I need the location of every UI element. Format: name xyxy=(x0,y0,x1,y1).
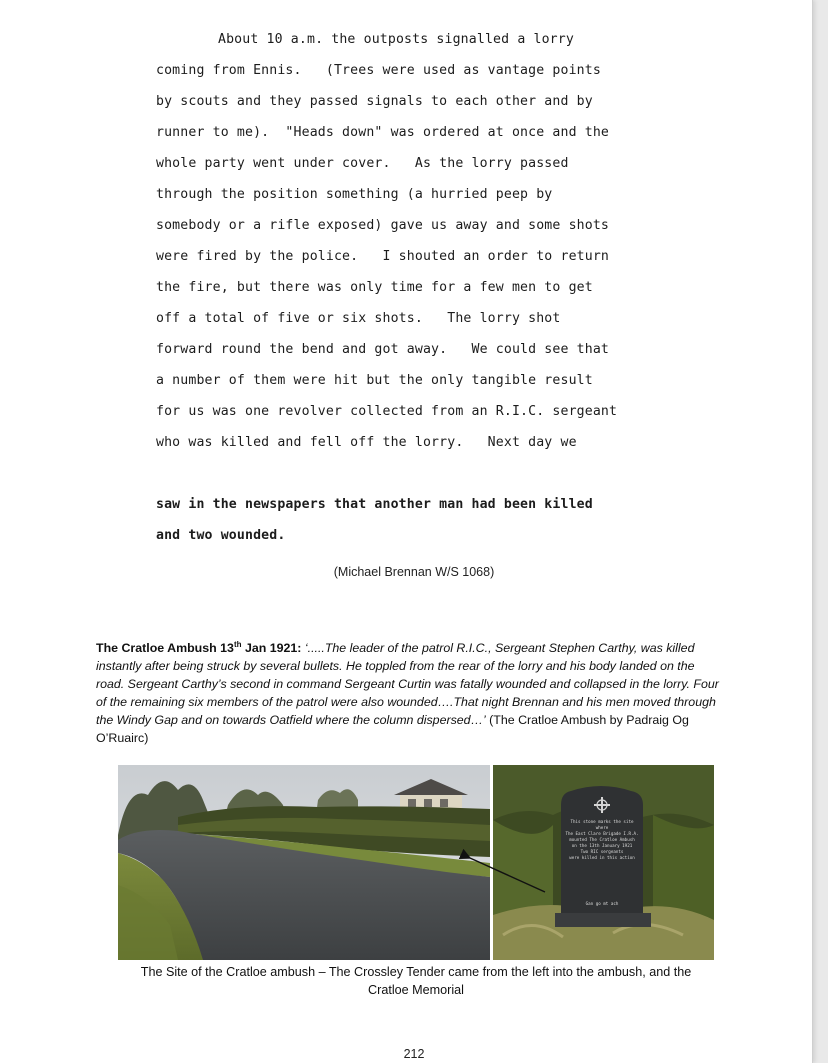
typed-line: somebody or a rifle exposed) gave us away and some shots xyxy=(156,218,610,233)
ambush-heading: The Cratloe Ambush 13th Jan 1921: xyxy=(96,640,302,656)
memorial-line: Two RIC sergeants xyxy=(580,849,624,854)
quote-source: (The Cratloe Ambush by Padraig Og O’Ruairc) xyxy=(96,713,689,746)
memorial-line: where xyxy=(595,825,609,830)
cratloe-memorial-photo xyxy=(493,765,714,960)
figure-caption xyxy=(96,963,736,999)
caption-line: Cratloe Memorial xyxy=(368,983,464,997)
memorial-line: mounted The Cratloe Ambush xyxy=(569,837,635,842)
typed-line: who was killed and fell off the lorry. Next day we xyxy=(156,435,577,450)
memorial-line: This stone marks the site xyxy=(570,819,634,824)
typed-line: forward round the bend and got away. We could see that xyxy=(156,342,610,357)
typed-line: saw in the newspapers that another man had been killed xyxy=(156,497,593,512)
typed-line: through the position something (a hurried peep by xyxy=(156,187,553,202)
ambush-site-photo xyxy=(118,765,490,960)
page-number: 212 xyxy=(403,1047,425,1061)
typed-line: coming from Ennis. (Trees were used as vantage points xyxy=(156,63,601,78)
ambush-paragraph xyxy=(96,636,726,747)
ambush-quote: ‘.....The leader of the patrol R.I.C., Sergeant Stephen Carthy, was killed instantly after being struck by several bullets. He toppled from the rear of the lorry and his body landed on the road. Sergeant Carthy’s second in command Sergeant Curtin was fatally wounded and collapsed in the lorry. Four of the remaining six members of the patrol were also wounded….That night Brennan and his men moved through the Windy Gap and on towards Oatfield where the column dispersed…’ xyxy=(96,641,719,728)
statement-attribution: (Michael Brennan W/S 1068) xyxy=(333,565,495,579)
memorial-line: were killed in this action xyxy=(569,855,635,860)
typed-line: a number of them were hit but the only tangible result xyxy=(156,373,593,388)
typed-line: for us was one revolver collected from an R.I.C. sergeant xyxy=(156,404,618,419)
typed-witness-statement xyxy=(156,28,716,555)
typed-line: were fired by the police. I shouted an order to return xyxy=(156,249,610,264)
typed-line: runner to me). "Heads down" was ordered at once and the xyxy=(156,125,610,140)
typed-line: off a total of five or six shots. The lorry shot xyxy=(156,311,561,326)
typed-line: and two wounded. xyxy=(156,528,286,543)
typed-line: whole party went under cover. As the lorry passed xyxy=(156,156,569,171)
memorial-line: on the 13th January 1921 xyxy=(571,843,633,848)
memorial-line: Gan go mt ach xyxy=(585,901,619,906)
caption-line: The Site of the Cratloe ambush – The Crossley Tender came from the left into the ambush, and the xyxy=(140,965,692,979)
memorial-line: The East Clare Brigade I.R.A. xyxy=(565,831,639,836)
typed-line: by scouts and they passed signals to each other and by xyxy=(156,94,593,109)
typed-line: the fire, but there was only time for a few men to get xyxy=(156,280,593,295)
line-gap xyxy=(156,462,716,493)
typed-line: About 10 a.m. the outposts signalled a lorry xyxy=(218,32,574,47)
